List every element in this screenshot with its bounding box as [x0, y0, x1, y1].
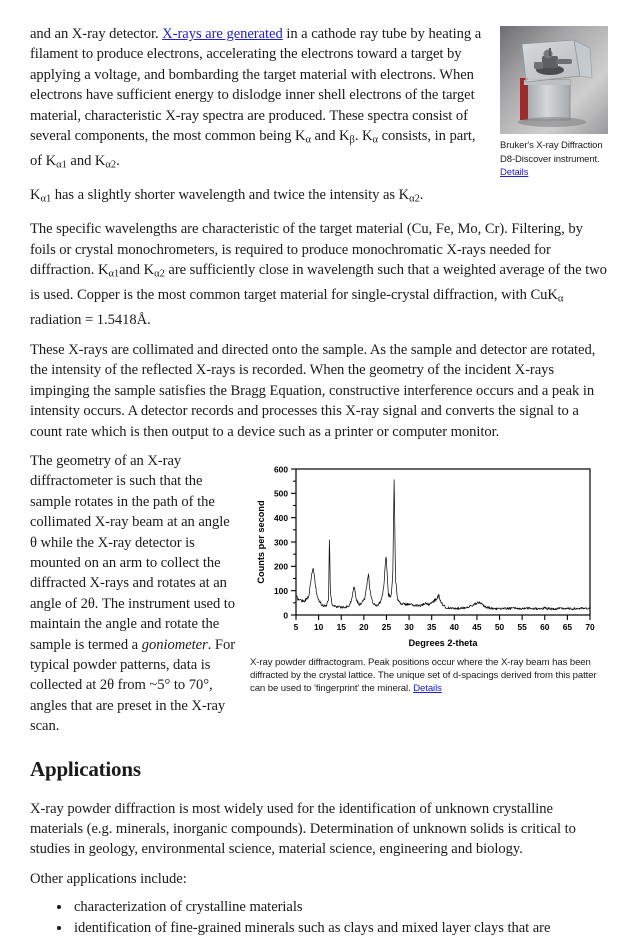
- xrays-are-generated-link[interactable]: X-rays are generated: [162, 26, 283, 42]
- applications-list: [30, 897, 608, 938]
- svg-text:300: 300: [274, 537, 288, 548]
- svg-text:70: 70: [585, 621, 595, 632]
- svg-text:35: 35: [427, 621, 437, 632]
- p1-mid-a: and K: [310, 128, 350, 145]
- diffractogram-svg: [250, 457, 608, 655]
- p3-sub-a1: α1: [108, 268, 120, 280]
- instrument-photo-graphic: [500, 26, 608, 134]
- applications-intro: X-ray powder diffraction is most widely used for the identification of unknown crystalline materials (e.g. minerals, inorganic compounds). Determination of unknown solids is critical to studies in geology, environmental science, material science, engineering and biology.: [30, 800, 576, 858]
- p3-d: radiation = 1.5418Å.: [30, 312, 151, 329]
- instrument-details-link[interactable]: Details: [500, 167, 529, 178]
- p2-mid: has a slightly shorter wavelength and twice the intensity as K: [51, 187, 410, 204]
- p3-sub-a2: α2: [154, 268, 165, 280]
- svg-text:40: 40: [449, 621, 459, 632]
- svg-text:600: 600: [274, 464, 288, 475]
- paragraph-wavelengths: [30, 219, 608, 330]
- p3-a: The specific wavelengths are characteristic of the target material (Cu, Fe, Mo, Cr). Filtering, by foils or crystal monochrometers, is required to produce monochromatic X-rays needed for diffraction. K: [30, 221, 583, 279]
- instrument-caption-text: Bruker's X-ray Diffraction D8-Discover instrument.: [500, 140, 603, 165]
- svg-text:55: 55: [517, 621, 527, 632]
- svg-text:65: 65: [562, 621, 573, 632]
- svg-text:100: 100: [274, 585, 288, 596]
- p1-end: .: [116, 153, 120, 170]
- svg-text:45: 45: [472, 621, 482, 632]
- chart-details-link[interactable]: Details: [413, 683, 442, 695]
- svg-text:500: 500: [274, 488, 288, 499]
- svg-text:Degrees 2-theta: Degrees 2-theta: [408, 637, 478, 648]
- p1-sub-a1: α1: [56, 159, 67, 171]
- p1-mid-c: consists, in part, of K: [30, 128, 476, 170]
- svg-text:15: 15: [336, 621, 346, 632]
- p5-b: . For typical powder patterns, data is collected at 2θ from ~5° to 70°, angles that are preset in the X-ray scan.: [30, 636, 236, 735]
- svg-text:0: 0: [283, 610, 288, 621]
- chart-caption-text: X-ray powder diffractogram. Peak positions occur where the X-ray beam has been diffracted by the crystal lattice. The unique set of d-spacings derived from this patter can be used to 'fingerprint' the mineral.: [250, 656, 597, 695]
- p3-c: are sufficiently close in wavelength such that a weighted average of the two is used. Copper is the most common target material for single-crystal diffraction, with CuK: [30, 262, 607, 304]
- p3-b: and K: [119, 262, 155, 279]
- diffractogram-caption: [250, 656, 608, 696]
- p2-end: .: [419, 187, 424, 204]
- instrument-photo: [500, 26, 608, 134]
- svg-text:200: 200: [274, 561, 288, 572]
- p2-start: K: [30, 187, 41, 204]
- instrument-figure: [500, 26, 608, 180]
- svg-text:20: 20: [359, 621, 369, 632]
- p1-sub-alpha-b: α: [372, 134, 378, 146]
- svg-text:10: 10: [313, 621, 324, 632]
- goniometer-term: goniometer: [141, 636, 208, 653]
- diffractogram-chart: [250, 457, 608, 655]
- list-item: • identification of fine-grained minerals such as clays and mixed layer clays that are: [72, 918, 608, 938]
- diffractogram-figure: [250, 457, 608, 696]
- p2-sub-a1: α1: [40, 194, 52, 205]
- p3-sub-alpha: α: [557, 294, 564, 306]
- list-item: • characterization of crystalline materials: [72, 897, 608, 917]
- other-applications-label: Other applications include:: [30, 870, 187, 887]
- paragraph-bragg-equation: These X-rays are collimated and directed onto the sample. As the sample and detector are rotated, the intensity of the reflected X-rays is recorded. When the geometry of the incident X-rays impinging the sample satisfies the Bragg Equation, constructive interference occurs and a peak in intensity occurs. A detector records and processes this X-ray signal and converts the signal to a count rate which is then output to a device such as a printer or computer monitor.: [30, 341, 596, 440]
- paragraph-kalpha-intensity: [30, 185, 608, 210]
- svg-text:400: 400: [274, 512, 288, 523]
- p5-a: The geometry of an X-ray diffractometer is such that the sample rotates in the path of the collimated X-ray beam at an angle θ while the X-ray detector is mounted on an arm to collect the diffracted X-rays and rotates at an angle of 2θ. The instrument used to maintain the angle and rotate the sample is termed a: [30, 452, 236, 653]
- p1-pre-link: and an X-ray detector.: [30, 26, 163, 42]
- p1-mid-d: and K: [66, 153, 106, 170]
- p1-sub-beta: β: [349, 134, 355, 146]
- svg-text:30: 30: [404, 621, 414, 632]
- svg-text:5: 5: [293, 621, 299, 632]
- instrument-figure-caption: [500, 139, 608, 180]
- svg-text:60: 60: [540, 621, 550, 632]
- svg-text:25: 25: [381, 621, 392, 632]
- svg-text:Counts per second: Counts per second: [256, 500, 266, 584]
- p2-sub-a2: α2: [409, 194, 420, 205]
- applications-heading: Applications: [30, 756, 141, 781]
- p1-post-link: in a cathode ray tube by heating a filament to produce electrons, accelerating the electrons toward a target by applying a voltage, and bombarding the target material with electrons. When electrons have sufficient energy to dislodge inner shell electrons of the target material, characteristic X-ray spectra are produced. These spectra consist of several components, the most common being K: [30, 26, 482, 145]
- p1-sub-alpha-a: α: [305, 134, 311, 146]
- p1-sub-a2: α2: [105, 159, 117, 171]
- svg-text:50: 50: [494, 621, 505, 632]
- p1-mid-b: . K: [354, 128, 373, 145]
